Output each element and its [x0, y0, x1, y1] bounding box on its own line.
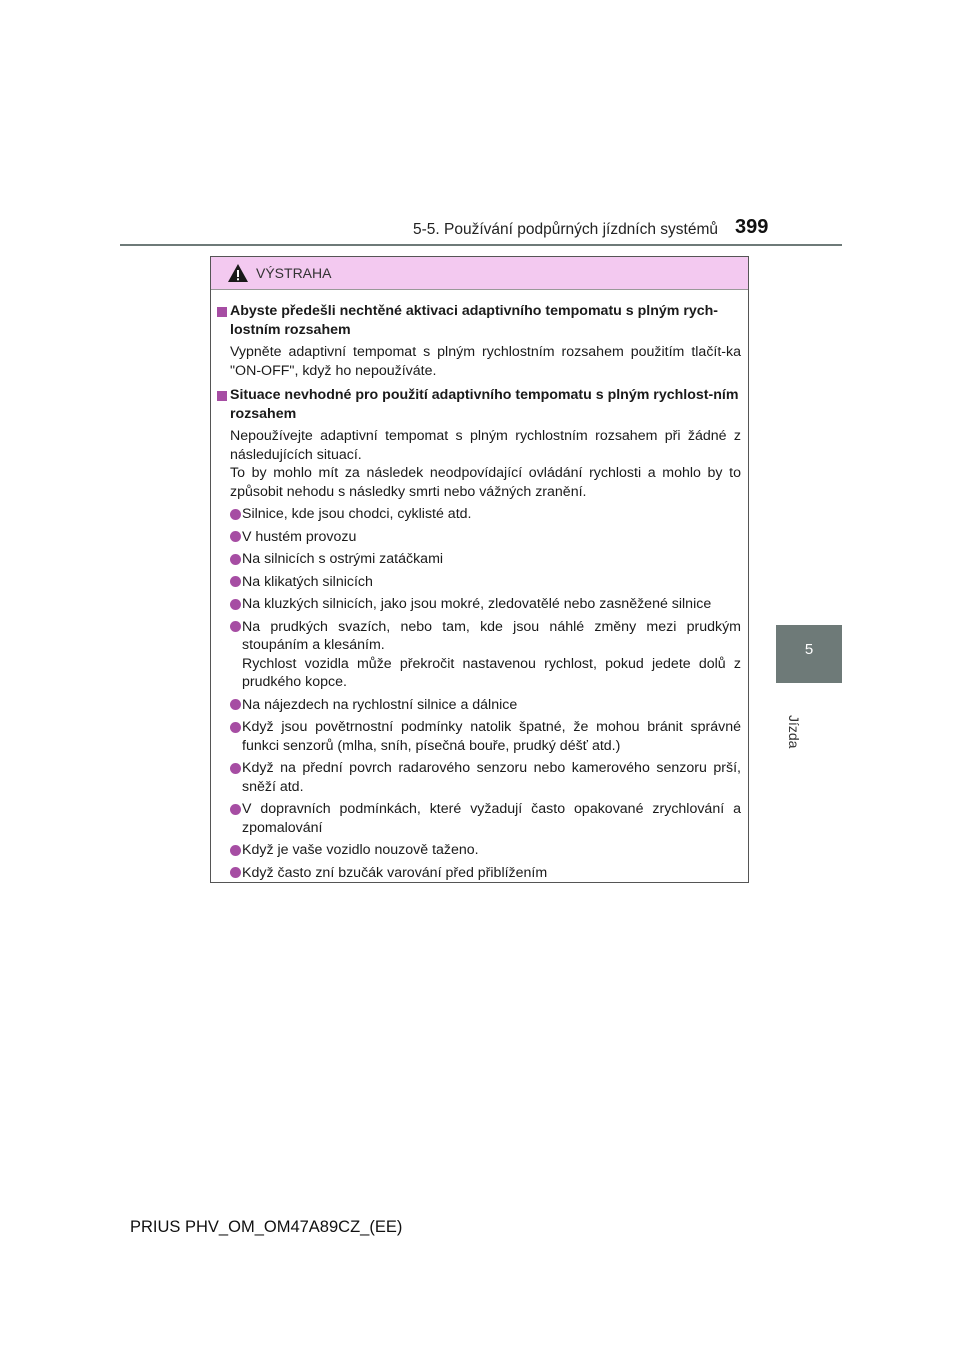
list-item-text: V hustém provozu — [242, 528, 357, 545]
square-bullet-icon — [217, 307, 227, 317]
header-divider — [120, 244, 842, 246]
warning-title: VÝSTRAHA — [256, 265, 332, 281]
list-item — [217, 528, 741, 547]
list-item — [217, 718, 741, 755]
list-item-text: Když je vaše vozidlo nouzově taženo. — [242, 842, 479, 858]
header-section-title: 5-5. Používání podpůrných jízdních systémů — [413, 221, 718, 238]
paragraph-line: Nepoužívejte adaptivní tempomat s plným rychlostním rozsahem při žádné z následujících situací. — [230, 428, 741, 463]
bullet-dot-icon — [230, 804, 241, 815]
list-item-text: V dopravních podmínkách, které vyžadují často opakované zrychlování a zpomalování — [242, 801, 741, 836]
bullet-dot-icon — [230, 699, 241, 710]
bullet-dot-icon — [230, 554, 241, 565]
warning-header — [211, 257, 748, 290]
list-item — [217, 696, 741, 715]
bullet-dot-icon — [230, 763, 241, 774]
section-heading — [217, 386, 741, 423]
chapter-label — [786, 715, 804, 775]
bullet-dot-icon — [230, 621, 241, 632]
bullet-dot-icon — [230, 531, 241, 542]
list-item — [217, 759, 741, 796]
list-item-text: Na silnicích s ostrými zatáčkami — [242, 551, 444, 567]
chapter-label-text: Jízda — [786, 715, 802, 749]
bullet-dot-icon — [230, 599, 241, 610]
paragraph — [217, 427, 741, 501]
section-heading-text: Situace nevhodné pro použití adaptivního tempomatu s plným rychlost-ním rozsahem — [230, 387, 739, 422]
list-item — [217, 573, 741, 592]
list-item-text: Na klikatých silnicích — [242, 573, 373, 590]
square-bullet-icon — [217, 391, 227, 401]
bullet-dot-icon — [230, 576, 241, 587]
list-item — [217, 841, 741, 860]
list-item — [217, 550, 741, 569]
list-item-text: Když často zní bzučák varování před přiblížením — [242, 864, 548, 881]
bullet-dot-icon — [230, 845, 241, 856]
warning-triangle-icon — [227, 263, 249, 283]
warning-box — [210, 256, 749, 883]
list-item — [217, 595, 741, 614]
list-item-extra-text: Rychlost vozidla může překročit nastavenou rychlost, pokud jedete dolů z prudkého kopce. — [242, 655, 741, 690]
paragraph-line: To by mohlo mít za následek neodpovídající ovládání rychlosti a mohlo by to způsobit nehodu s následky smrti nebo vážných zranění. — [230, 465, 741, 500]
section-heading-text: Abyste předešli nechtěné aktivaci adaptivního tempomatu s plným rych-lostním rozsahem — [230, 303, 719, 338]
list-item-text: Když jsou povětrnostní podmínky natolik špatné, že mohou bránit správné funkci senzorů (mlha, sníh, písečná bouře, prudký déšť atd.) — [242, 719, 741, 754]
bullet-dot-icon — [230, 722, 241, 733]
footer-doc-code: PRIUS PHV_OM_OM47A89CZ_(EE) — [130, 1218, 403, 1236]
section-heading — [217, 302, 741, 339]
warning-body — [211, 290, 748, 882]
list-item — [217, 505, 741, 524]
chapter-tab — [776, 625, 842, 683]
list-item — [217, 618, 741, 692]
bullet-dot-icon — [230, 867, 241, 878]
paragraph: Vypněte adaptivní tempomat s plným rychlostním rozsahem použitím tlačít-ka "ON-OFF", když ho nepoužíváte. — [230, 344, 741, 379]
list-item-text: Když na přední povrch radarového senzoru nebo kamerového senzoru prší, sněží atd. — [242, 760, 741, 795]
list-item-text: Silnice, kde jsou chodci, cyklisté atd. — [242, 506, 472, 522]
page-number: 399 — [735, 216, 769, 238]
list-item-text: Na prudkých svazích, nebo tam, kde jsou náhlé změny mezi prudkým stoupáním a klesáním. — [242, 618, 741, 653]
chapter-tab-number: 5 — [804, 641, 814, 658]
list-item-text: Na kluzkých silnicích, jako jsou mokré, zledovatělé nebo zasněžené silnice — [242, 596, 712, 612]
list-item — [217, 864, 741, 883]
list-item — [217, 800, 741, 837]
bullet-dot-icon — [230, 509, 241, 520]
list-item-text: Na nájezdech na rychlostní silnice a dálnice — [242, 696, 518, 713]
